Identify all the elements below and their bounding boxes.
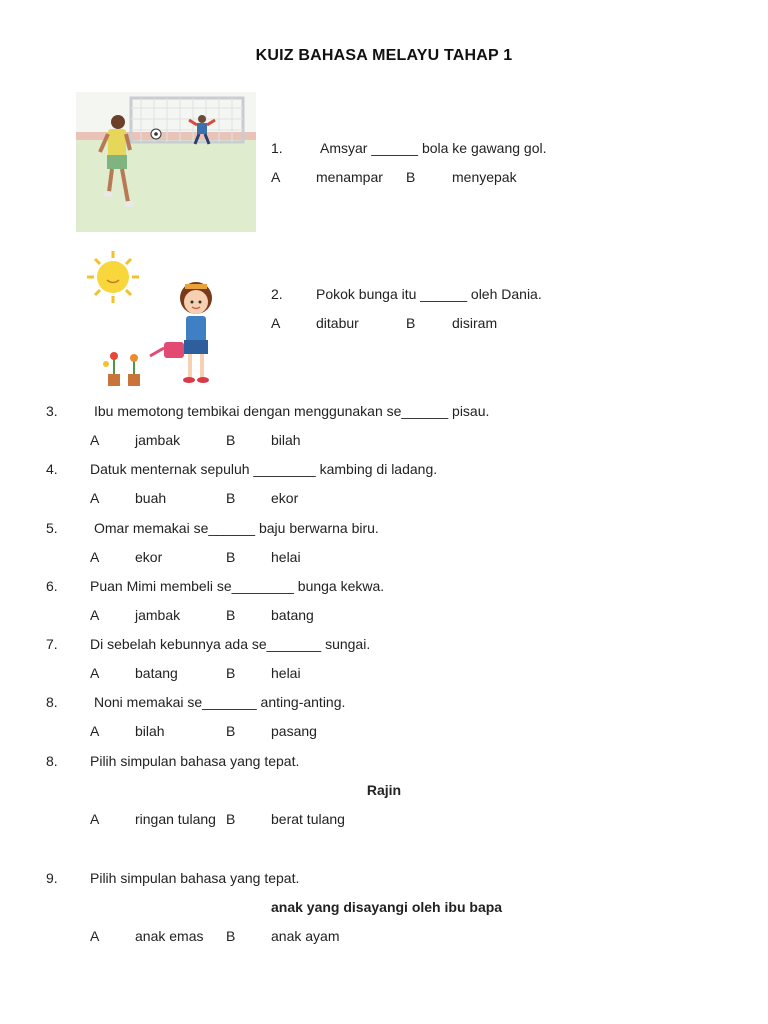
question-number: 8. bbox=[46, 753, 58, 769]
option-a-label: A bbox=[90, 432, 100, 448]
option-b-label: B bbox=[226, 723, 236, 739]
option-a-text: ditabur bbox=[316, 315, 359, 331]
option-a-text: buah bbox=[135, 490, 167, 506]
option-a-text: anak emas bbox=[135, 928, 204, 944]
question-number: 5. bbox=[46, 520, 58, 536]
question-text: Puan Mimi membeli se________ bunga kekwa. bbox=[90, 578, 385, 594]
question-text: Pokok bunga itu ______ oleh Dania. bbox=[316, 286, 542, 302]
option-b-text: menyepak bbox=[452, 169, 517, 185]
question-number: 1. bbox=[271, 140, 283, 156]
question-text: Noni memakai se_______ anting-anting. bbox=[94, 694, 346, 710]
question-text: Di sebelah kebunnya ada se_______ sungai. bbox=[90, 636, 371, 652]
option-b-label: B bbox=[226, 607, 236, 623]
question-number: 7. bbox=[46, 636, 58, 652]
option-a-label: A bbox=[271, 315, 281, 331]
option-a-text: menampar bbox=[316, 169, 383, 185]
option-b-text: pasang bbox=[271, 723, 317, 739]
option-b-text: ekor bbox=[271, 490, 299, 506]
question-text: Pilih simpulan bahasa yang tepat. bbox=[90, 870, 300, 886]
option-a-text: ringan tulang bbox=[135, 811, 216, 827]
option-a-text: jambak bbox=[135, 607, 181, 623]
option-b-text: bilah bbox=[271, 432, 301, 448]
option-b-label: B bbox=[226, 549, 236, 565]
option-a-text: batang bbox=[135, 665, 178, 681]
option-b-text: batang bbox=[271, 607, 314, 623]
option-a-text: bilah bbox=[135, 723, 165, 739]
question-number: 4. bbox=[46, 461, 58, 477]
option-a-label: A bbox=[90, 549, 100, 565]
option-a-label: A bbox=[90, 723, 100, 739]
option-b-label: B bbox=[406, 315, 416, 331]
option-a-label: A bbox=[90, 665, 100, 681]
question-number: 9. bbox=[46, 870, 58, 886]
idiom-meaning: anak yang disayangi oleh ibu bapa bbox=[271, 899, 503, 915]
question-number: 3. bbox=[46, 403, 58, 419]
question-text: Amsyar ______ bola ke gawang gol. bbox=[320, 140, 547, 156]
option-a-label: A bbox=[90, 928, 100, 944]
question-number: 8. bbox=[46, 694, 58, 710]
option-b-label: B bbox=[226, 928, 236, 944]
question-text: Omar memakai se______ baju berwarna biru. bbox=[94, 520, 379, 536]
option-b-label: B bbox=[226, 811, 236, 827]
option-b-label: B bbox=[226, 432, 236, 448]
question-number: 6. bbox=[46, 578, 58, 594]
question-text: Datuk menternak sepuluh ________ kambing di ladang. bbox=[90, 461, 438, 477]
question-text: Pilih simpulan bahasa yang tepat. bbox=[90, 753, 300, 769]
option-a-text: jambak bbox=[135, 432, 181, 448]
question-number: 2. bbox=[271, 286, 283, 302]
girl-watering-illustration bbox=[86, 250, 226, 390]
option-a-label: A bbox=[271, 169, 281, 185]
option-b-text: disiram bbox=[452, 315, 498, 331]
option-a-label: A bbox=[90, 490, 100, 506]
option-b-label: B bbox=[226, 490, 236, 506]
option-a-label: A bbox=[90, 811, 100, 827]
option-b-text: helai bbox=[271, 665, 301, 681]
option-b-label: B bbox=[226, 665, 236, 681]
option-a-text: ekor bbox=[135, 549, 163, 565]
option-b-text: helai bbox=[271, 549, 301, 565]
idiom-meaning: Rajin bbox=[366, 782, 402, 798]
option-b-text: anak ayam bbox=[271, 928, 340, 944]
question-text: Ibu memotong tembikai dengan menggunakan se______ pisau. bbox=[94, 403, 490, 419]
option-b-text: berat tulang bbox=[271, 811, 345, 827]
option-a-label: A bbox=[90, 607, 100, 623]
page-title: KUIZ BAHASA MELAYU TAHAP 1 bbox=[255, 47, 513, 64]
soccer-illustration bbox=[76, 92, 256, 232]
option-b-label: B bbox=[406, 169, 416, 185]
